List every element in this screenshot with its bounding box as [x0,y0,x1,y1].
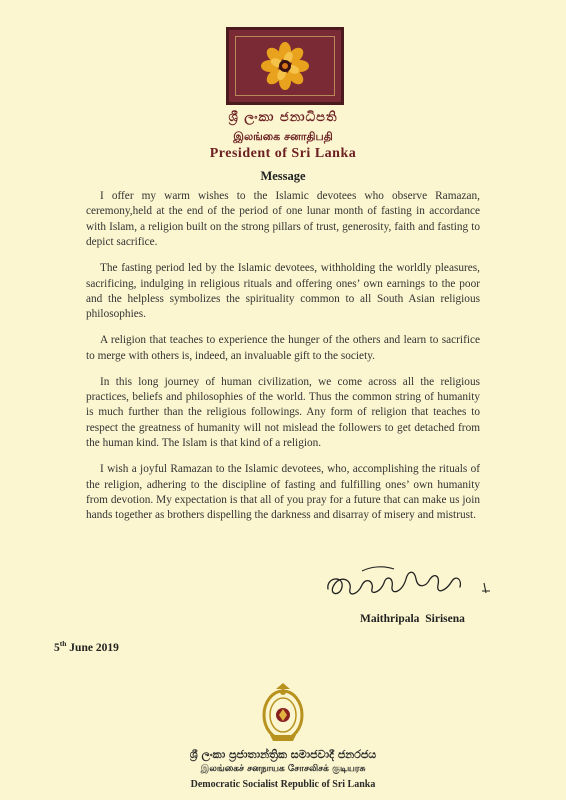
message-body [86,189,480,534]
footer-english-state-name: Democratic Socialist Republic of Sri Lanka [190,779,376,790]
footer-sinhala-state-name: ශ්‍රී ලංකා ප්‍රජාතාන්ත්‍රික සමාජවාදී ජනරජය [189,748,377,761]
lotus-flower-icon [229,30,341,102]
signatory-name: Maithripala Sirisena [360,613,465,625]
message-paragraph: A religion that teaches to experience the hunger of the others and learn to sacrifice to merge with others is, indeed, an invaluable gift to the society. [86,334,480,362]
tamil-title: இலங்கை சனாதிபதி [233,130,333,143]
message-paragraph: I offer my warm wishes to the Islamic devotees who observe Ramazan, ceremony,held at the end of the period of one lunar month of fasting in accordance with Islam, a religion built on the strong pillars of trust, generosity, faith and fasting to depict sacrifice. [86,190,480,249]
handwritten-signature [322,565,502,615]
message-heading: Message [260,169,306,183]
sinhala-title: ශ්‍රී ලංකා ජනාධිපති [228,110,338,125]
message-paragraph: The fasting period led by the Islamic devotees, withholding the worldly pleasures, sacrificing, indulging in religious rituals and offering ones’ own earnings to the poor and the helpless symbolizes the spirituality common to all South Asian religious philosophies. [86,262,480,321]
president-title: President of Sri Lanka [209,146,357,161]
message-paragraph: In this long journey of human civilization, we come across all the religious practices, beliefs and philosophies of the world. Thus the common string of humanity is much further than the religious followings. Any form of religion that teaches to respect the greatness of humanity will not mislead the followers to get detached from the human kind. The Islam is that kind of a religion. [86,375,480,450]
footer-tamil-state-name: இலங்கைச் சனநாயக சோசலிசக் குடியரசு [200,764,366,774]
letter-date: 5th June 2019 [54,639,119,654]
presidential-emblem [226,27,344,105]
national-emblem-seal-icon [260,681,306,743]
message-paragraph: I wish a joyful Ramazan to the Islamic devotees, who, accomplishing the rituals of the religion, adhering to the discipline of fasting and fulfilling ones’ own humanity from devotion. My expectation is that all of you pray for a future that can make us join hands together as brothers dispelling the darkness and disarray of misery and mistrust. [86,463,480,522]
